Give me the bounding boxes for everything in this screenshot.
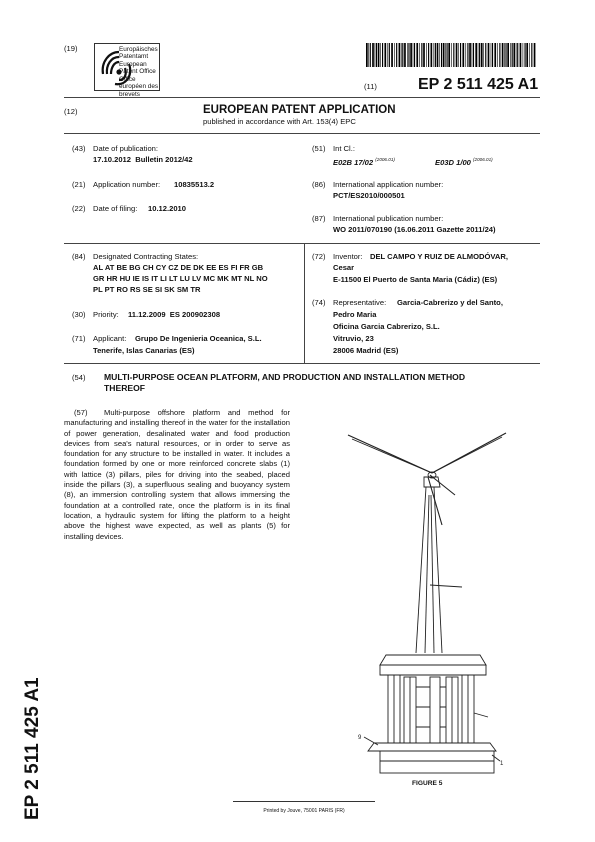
barcode-bar xyxy=(376,43,377,67)
inventor-line-3: E-11500 El Puerto de Santa Maria (Cádiz) (ES) xyxy=(333,275,498,284)
abstract-text xyxy=(64,408,290,542)
barcode-bar xyxy=(413,43,414,67)
barcode-bar xyxy=(485,43,486,67)
barcode-bar xyxy=(387,43,388,67)
barcode-bar xyxy=(516,43,517,67)
representative-label: Representative: xyxy=(333,298,387,307)
int-cl-class-2-version: (2006.01) xyxy=(473,157,493,162)
int-cl-label: Int Cl.: xyxy=(333,144,355,153)
int-cl-class-2 xyxy=(435,155,493,168)
barcode-bar xyxy=(525,43,526,67)
barcode-bar xyxy=(504,43,505,67)
code-51: (51) xyxy=(312,144,326,153)
code-30: (30) xyxy=(72,310,86,319)
int-cl-class-1-code: E02B 17/02 xyxy=(333,158,374,167)
int-cl-class-2-code: E03D 1/00 xyxy=(435,158,471,167)
barcode-bar xyxy=(448,43,450,67)
side-publication-number: EP 2 511 425 A1 xyxy=(22,677,43,820)
barcode-bar xyxy=(526,43,528,67)
barcode-bar xyxy=(410,43,412,67)
barcode xyxy=(366,43,537,67)
barcode-bar xyxy=(529,43,530,67)
code-11: (11) xyxy=(364,82,377,91)
designated-states-line-2: GR HR HU IE IS IT LI LT LU LV MC MK MT NL NO xyxy=(93,274,268,283)
int-cl-class-1-version: (2006.01) xyxy=(375,157,395,162)
barcode-bar xyxy=(517,43,518,67)
barcode-bar xyxy=(462,43,464,67)
inventor-line-1: DEL CAMPO Y RUIZ DE ALMODÓVAR, xyxy=(370,252,508,261)
code-12: (12) xyxy=(64,107,78,116)
code-21: (21) xyxy=(72,180,86,189)
barcode-bar xyxy=(492,43,493,67)
barcode-bar xyxy=(445,43,446,67)
filing-date-label: Date of filing: xyxy=(93,204,138,213)
doc-subtype: published in accordance with Art. 153(4) EPC xyxy=(203,117,356,126)
barcode-bar xyxy=(488,43,490,67)
barcode-bar xyxy=(428,43,429,67)
barcode-bar xyxy=(401,43,402,67)
barcode-bar xyxy=(402,43,403,67)
barcode-bar xyxy=(431,43,433,67)
figure-ref-1: 1 xyxy=(500,761,504,767)
barcode-bar xyxy=(416,43,418,67)
barcode-bar xyxy=(380,43,381,67)
representative-line-3: Oficina Garcia Cabrerizo, S.L. xyxy=(333,322,440,331)
barcode-bar xyxy=(456,43,458,67)
int-cl-class-1 xyxy=(333,155,395,168)
barcode-bar xyxy=(510,43,511,67)
barcode-bar xyxy=(389,43,390,67)
barcode-bar xyxy=(384,43,386,67)
barcode-bar xyxy=(520,43,522,67)
barcode-bar xyxy=(451,43,452,67)
barcode-bar xyxy=(366,43,368,67)
designated-states-line-3: PL PT RO RS SE SI SK SM TR xyxy=(93,285,201,294)
applicant-location: Tenerife, Islas Canarias (ES) xyxy=(93,346,195,355)
priority-label: Priority: xyxy=(93,310,119,319)
barcode-bar xyxy=(507,43,509,67)
publication-date-label: Date of publication: xyxy=(93,144,159,153)
barcode-bar xyxy=(534,43,536,67)
barcode-bar xyxy=(368,43,369,67)
abstract-body: Multi-purpose offshore platform and method for manufacturing and installing thereof in the water for the installation of power generation, desalinated water and food production devices from sea's natural resources, or in order to serve as foundation for any structure to be installed in water. It includes a foundation formed by one or more reinforced concrete slabs (1) with lattice (3) pillars, piles for driving into the seabed, placed inside the pillars (3), a superfluous sealing and buoyancy system (8), an immersion controlling system that allows immersing the foundation at a controlled rate, once the platform is in its final location, a hydraulic system for lifting the platform to a height above the highest wave expected, as well as plants (5) for installing devices. xyxy=(64,408,290,541)
barcode-bar xyxy=(419,43,420,67)
barcode-bar xyxy=(396,43,397,67)
code-86: (86) xyxy=(312,180,326,189)
code-22: (22) xyxy=(72,204,86,213)
barcode-bar xyxy=(479,43,480,67)
barcode-bar xyxy=(437,43,439,67)
publication-number: EP 2 511 425 A1 xyxy=(418,76,539,93)
barcode-bar xyxy=(435,43,436,67)
barcode-bar xyxy=(443,43,445,67)
office-name-de: Europäisches Patentamt xyxy=(119,46,158,61)
figure-ref-9: 9 xyxy=(358,735,362,741)
barcode-bar xyxy=(423,43,425,67)
code-74: (74) xyxy=(312,298,326,307)
designated-states-label: Designated Contracting States: xyxy=(93,252,199,261)
barcode-bar xyxy=(408,43,409,67)
barcode-bar xyxy=(531,43,532,67)
barcode-bar xyxy=(372,43,374,67)
barcode-bar xyxy=(399,43,401,67)
printer-footer: Printed by Jouve, 75001 PARIS (FR) xyxy=(263,808,345,814)
inventor-line-2: Cesar xyxy=(333,263,355,272)
application-number-value: 10835513.2 xyxy=(174,180,215,189)
barcode-bar xyxy=(370,43,371,67)
representative-line-4: Vitruvio, 23 xyxy=(333,334,374,343)
code-19: (19) xyxy=(64,44,78,53)
barcode-bar xyxy=(391,43,393,67)
intl-application-label: International application number: xyxy=(333,180,444,189)
figure-drawing xyxy=(330,425,530,785)
intl-application-value: PCT/ES2010/000501 xyxy=(333,191,405,200)
filing-date-value: 10.12.2010 xyxy=(148,204,187,213)
intl-publication-label: International publication number: xyxy=(333,214,444,223)
doc-type: EUROPEAN PATENT APPLICATION xyxy=(203,104,396,116)
barcode-bar xyxy=(421,43,422,67)
representative-line-5: 28006 Madrid (ES) xyxy=(333,346,399,355)
office-name-fr: Office européen des brevets xyxy=(119,76,159,98)
priority-value: 11.12.2009 ES 200902308 xyxy=(128,310,221,319)
barcode-bar xyxy=(499,43,500,67)
code-72: (72) xyxy=(312,252,326,261)
code-54: (54) xyxy=(72,373,86,382)
figure-caption: FIGURE 5 xyxy=(412,780,443,787)
barcode-bar xyxy=(453,43,454,67)
code-57: (57) xyxy=(74,408,88,417)
barcode-bar xyxy=(512,43,513,67)
intl-publication-value: WO 2011/070190 (16.06.2011 Gazette 2011/24) xyxy=(333,225,496,234)
barcode-bar xyxy=(407,43,408,67)
barcode-bar xyxy=(414,43,415,67)
office-name-en: European Patent Office xyxy=(119,61,156,76)
barcode-bar xyxy=(473,43,474,67)
barcode-bar xyxy=(469,43,471,67)
barcode-bar xyxy=(483,43,484,67)
barcode-bar xyxy=(434,43,435,67)
applicant-label: Applicant: xyxy=(93,334,127,343)
code-84: (84) xyxy=(72,252,86,261)
barcode-bar xyxy=(378,43,380,67)
barcode-bar xyxy=(478,43,479,67)
barcode-bar xyxy=(472,43,473,67)
code-87: (87) xyxy=(312,214,326,223)
representative-line-1: Garcia-Cabrerizo y del Santo, xyxy=(397,298,503,307)
barcode-bar xyxy=(494,43,496,67)
barcode-bar xyxy=(441,43,442,67)
barcode-bar xyxy=(467,43,468,67)
barcode-bar xyxy=(382,43,383,67)
representative-line-2: Pedro Maria xyxy=(333,310,377,319)
applicant-name: Grupo De Ingenieria Oceanica, S.L. xyxy=(135,334,262,343)
barcode-bar xyxy=(465,43,466,67)
barcode-bar xyxy=(523,43,524,67)
barcode-bar xyxy=(481,43,483,67)
barcode-bar xyxy=(491,43,492,67)
title-line-1: MULTI-PURPOSE OCEAN PLATFORM, AND PRODUCTION AND INSTALLATION METHOD xyxy=(104,372,466,382)
barcode-bar xyxy=(458,43,459,67)
inventor-label: Inventor: xyxy=(333,252,363,261)
publication-date-value: 17.10.2012 Bulletin 2012/42 xyxy=(93,155,193,164)
barcode-bar xyxy=(394,43,395,67)
barcode-bar xyxy=(404,43,406,67)
designated-states-line-1: AL AT BE BG CH CY CZ DE DK EE ES FI FR GB xyxy=(93,263,264,272)
code-71: (71) xyxy=(72,334,86,343)
application-number-label: Application number: xyxy=(93,180,161,189)
barcode-bar xyxy=(505,43,506,67)
barcode-bar xyxy=(460,43,461,67)
barcode-bar xyxy=(439,43,440,67)
barcode-bar xyxy=(447,43,448,67)
barcode-bar xyxy=(513,43,515,67)
code-43: (43) xyxy=(72,144,86,153)
barcode-bar xyxy=(502,43,504,67)
barcode-bar xyxy=(475,43,477,67)
barcode-bar xyxy=(426,43,427,67)
barcode-bar xyxy=(497,43,498,67)
barcode-bar xyxy=(375,43,376,67)
title-line-2: THEREOF xyxy=(104,383,146,393)
